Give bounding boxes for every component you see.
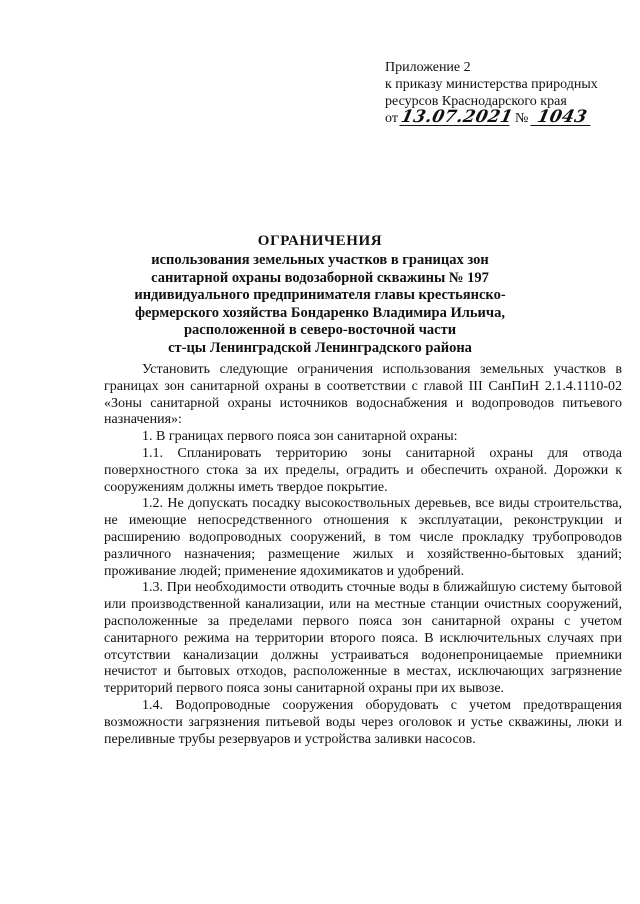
paragraph-1-1: 1.1. Спланировать территорию зоны санитарной охраны для отвода поверхностного стока за их пределы, оградить и обеспечить охраной. Дорожки к сооружениям должны иметь твердое покрытие. bbox=[104, 445, 622, 495]
title-line: фермерского хозяйства Бондаренко Владимира Ильича, bbox=[135, 304, 505, 321]
paragraph-1-3: 1.3. При необходимости отводить сточные воды в ближайшую систему бытовой или производственной канализации, или на местные станции очистных сооружений, расположенные за пределами первого пояса зон санитарной охраны с учетом санитарного режима на территории второго пояса. В исключительных случаях при отсутствии канализации должны устраиваться водонепроницаемые приемники нечистот и бытовых отходов, расположенные в местах, исключающих загрязнение территорий первого пояса зоны санитарной охраны при их вывозе. bbox=[104, 580, 622, 697]
handwritten-number: 1043 bbox=[530, 110, 593, 126]
appendix-line-2: к приказу министерства природных bbox=[385, 77, 598, 92]
appendix-header bbox=[385, 59, 630, 127]
title-line: индивидуального предпринимателя главы крестьянско- bbox=[134, 287, 506, 303]
document-title bbox=[100, 232, 540, 357]
number-label: № bbox=[514, 111, 529, 126]
title-line: расположенной в северо-восточной части bbox=[183, 322, 457, 338]
paragraph-1-4: 1.4. Водопроводные сооружения оборудовать с учетом предотвращения возможности загрязнения питьевой воды через оголовок и устье скважины, люки и переливные трубы резервуаров и устройства заливки насосов. bbox=[104, 697, 622, 747]
title-line: санитарной охраны водозаборной скважины № 197 bbox=[151, 269, 489, 286]
appendix-line-1: Приложение 2 bbox=[385, 60, 471, 75]
from-label: от bbox=[385, 111, 398, 126]
handwritten-date: 13.07.2021 bbox=[399, 107, 516, 127]
appendix-line-3: ресурсов Краснодарского края bbox=[385, 94, 567, 109]
document-body bbox=[104, 362, 622, 748]
paragraph-intro: Установить следующие ограничения использования земельных участков в границах зон санитарной охраны в соответствии с главой III СанПиН 2.1.4.1110-02 «Зоны санитарной охраны источников водоснабжения и водопроводов питьевого назначения»: bbox=[104, 362, 622, 428]
title-main: ОГРАНИЧЕНИЯ bbox=[257, 233, 383, 249]
paragraph-1-2: 1.2. Не допускать посадку высокоствольных деревьев, все виды строительства, не имеющие непосредственного отношения к эксплуатации, реконструкции и расширению водопроводных сооружений, в том числе прокладку трубопроводов различного назначения; размещение жилых и хозяйственно-бытовых зданий; проживание людей; применение ядохимикатов и удобрений. bbox=[104, 496, 622, 579]
appendix-date-number-line bbox=[385, 107, 630, 127]
title-line: использования земельных участков в границах зон bbox=[151, 252, 489, 268]
title-line: ст-цы Ленинградской Ленинградского района bbox=[168, 339, 472, 356]
paragraph-section-1: 1. В границах первого пояса зон санитарной охраны: bbox=[142, 429, 458, 445]
